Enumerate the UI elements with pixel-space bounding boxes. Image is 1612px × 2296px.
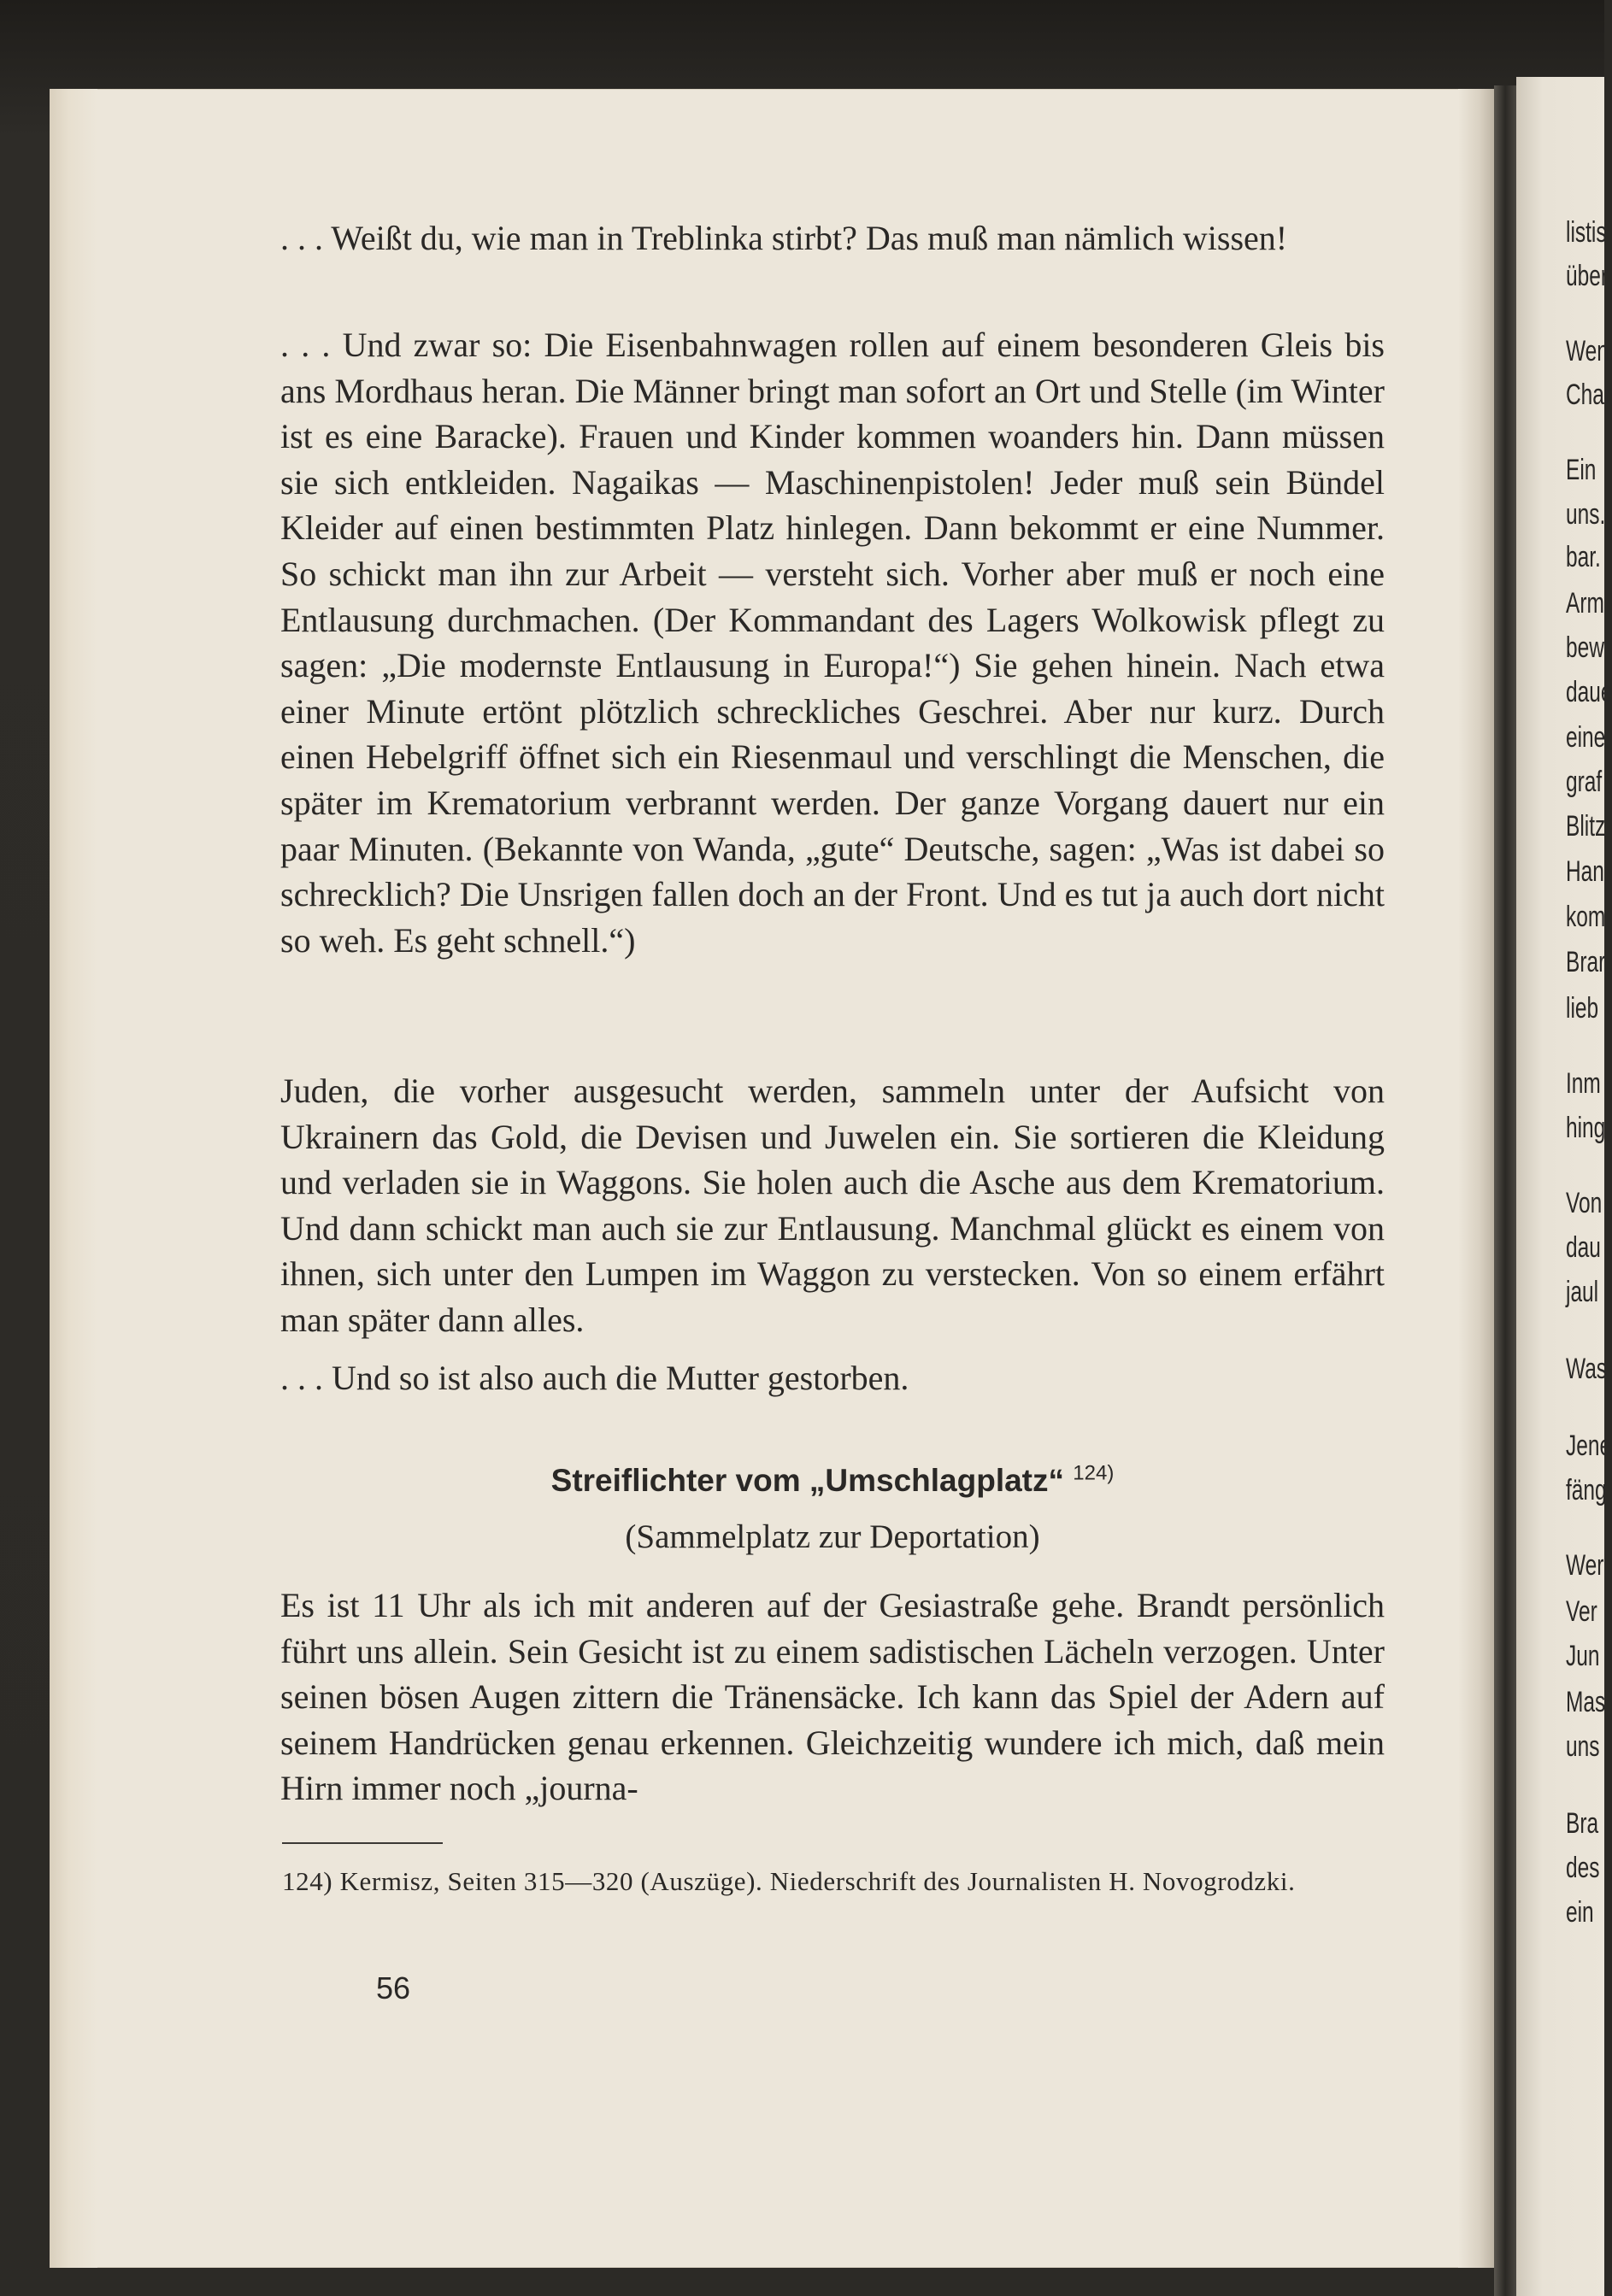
section-heading (280, 1459, 1385, 1503)
footnote: 124) Kermisz, Seiten 315—320 (Auszüge). Niederschrift des Journalisten H. Novogrodzki. (282, 1866, 1296, 1896)
right-page-word-fragment: bew (1566, 631, 1604, 664)
right-page-word-fragment: Brar (1566, 946, 1606, 978)
right-page-word-fragment: dau (1566, 1231, 1601, 1264)
right-page-word-fragment: graf (1566, 766, 1603, 798)
paragraph-jewish-workers (280, 1068, 1385, 1343)
right-page-word-fragment: Ver (1566, 1595, 1597, 1628)
right-page-word-fragment: eine (1566, 721, 1606, 754)
paragraph-mother (280, 1355, 1385, 1401)
footnote-divider (282, 1842, 443, 1844)
right-page-word-fragment: des (1566, 1852, 1600, 1884)
right-page-word-fragment: Inm (1566, 1067, 1601, 1100)
right-page-word-fragment: Von (1566, 1187, 1603, 1219)
paragraph-text: Es ist 11 Uhr als ich mit anderen auf der Gesiastraße gehe. Brandt persönlich führt uns allein. Sein Gesicht ist zu einem sadistischen Lächeln verzogen. Unter seinen bösen Augen zittern die Tränensäcke. Ich kann das Spiel der Adern auf seinem Handrücken genau erkennen. Gleichzeitig wundere ich mich, daß mein Hirn immer noch „journa- (280, 1586, 1385, 1808)
page-gutter-shadow (1458, 89, 1494, 2268)
right-page-word-fragment: kom (1566, 901, 1606, 933)
right-page-word-fragment: fäng (1566, 1474, 1607, 1506)
right-page-word-fragment: Blitz (1566, 810, 1606, 843)
right-page-word-fragment: jaul (1566, 1276, 1599, 1308)
right-page-word-fragment: daue (1566, 676, 1612, 708)
paragraph-text: . . . Und so ist also auch die Mutter gestorben. (280, 1359, 909, 1397)
right-page-word-fragment: Jun (1566, 1640, 1600, 1672)
section-title: Streiflichter vom „Umschlagplatz“ (550, 1463, 1065, 1498)
right-page-word-fragment: Mas (1566, 1686, 1606, 1718)
right-page-word-fragment: Was (1566, 1353, 1608, 1385)
right-page-word-fragment: bar. (1566, 541, 1601, 573)
paragraph-text: . . . Weißt du, wie man in Treblinka stirbt? Das muß man nämlich wissen! (280, 219, 1288, 257)
right-page-word-fragment: Arm (1566, 587, 1604, 620)
right-page-word-fragment: Wer (1566, 1549, 1604, 1582)
right-page-word-fragment: Char (1566, 379, 1612, 411)
right-page-word-fragment: Jene (1566, 1430, 1612, 1462)
section-subheading: (Sammelplatz zur Deportation) (625, 1518, 1040, 1555)
right-page-word-fragment: listis (1566, 216, 1607, 249)
right-page-word-fragment: lieb (1566, 992, 1599, 1025)
right-page-word-fragment: Ein (1566, 454, 1597, 486)
right-page-word-fragment: uns (1566, 1730, 1600, 1763)
right-page-word-fragment: Bra (1566, 1807, 1599, 1840)
left-page-edge (50, 89, 97, 2268)
paragraph-gesiastrasse (280, 1583, 1385, 1812)
right-page-word-fragment: Han (1566, 855, 1604, 888)
page-number: 56 (376, 1970, 411, 2005)
paragraph-treblinka-question (280, 215, 1385, 261)
right-page-word-fragment: ein (1566, 1896, 1594, 1929)
right-page-fragments (1566, 0, 1612, 2296)
right-page-word-fragment: hing (1566, 1112, 1606, 1144)
paragraph-treblinka-description (280, 322, 1385, 963)
footnote-reference: 124) (1073, 1461, 1115, 1485)
right-page-word-fragment: Wen (1566, 335, 1609, 367)
paragraph-text: . . . Und zwar so: Die Eisenbahnwagen rollen auf einem besonderen Gleis bis ans Mordhaus heran. Die Männer bringt man sofort an Ort und Stelle (im Winter ist es eine Baracke). Frauen und Kinder kommen woanders hin. Dann müssen sie sich entkleiden. Nagaikas — Maschinenpistolen! Jeder muß sein Bündel Kleider auf einen bestimmten Platz hinlegen. Dann bekommt er eine Nummer. So schickt man ihn zur Arbeit — versteht sich. Vorher aber muß er noch eine Entlausung durchmachen. (Der Kommandant des Lagers Wolkowisk pflegt zu sagen: „Die modernste Entlausung in Europa!“) Sie gehen hinein. Nach etwa einer Minute ertönt plötzlich schreckliches Geschrei. Aber nur kurz. Durch einen Hebelgriff öffnet sich ein Riesenmaul und verschlingt die Menschen, die später im Krematorium verbrannt werden. Der ganze Vorgang dauert nur ein paar Minuten. (Bekannte von Wanda, „gute“ Deutsche, sagen: „Was ist dabei so schrecklich? Die Unsrigen fallen doch an der Front. Und es tut ja auch dort nicht so weh. Es geht schnell.“) (280, 326, 1385, 960)
right-page-word-fragment: uns. (1566, 498, 1606, 531)
paragraph-text: Juden, die vorher ausgesucht werden, sammeln unter der Aufsicht von Ukrainern das Gold, die Devisen und Juwelen ein. Sie sortieren die Kleidung und verladen sie in Waggons. Sie holen auch die Asche aus dem Krematorium. Und dann schickt man auch sie zur Entlausung. Manchmal glückt es einem von ihnen, sich unter den Lumpen im Waggon zu verstecken. Von so einem erfährt man später dann alles. (280, 1072, 1385, 1339)
right-page-word-fragment: über (1566, 260, 1609, 292)
book-spine (1494, 85, 1516, 2296)
